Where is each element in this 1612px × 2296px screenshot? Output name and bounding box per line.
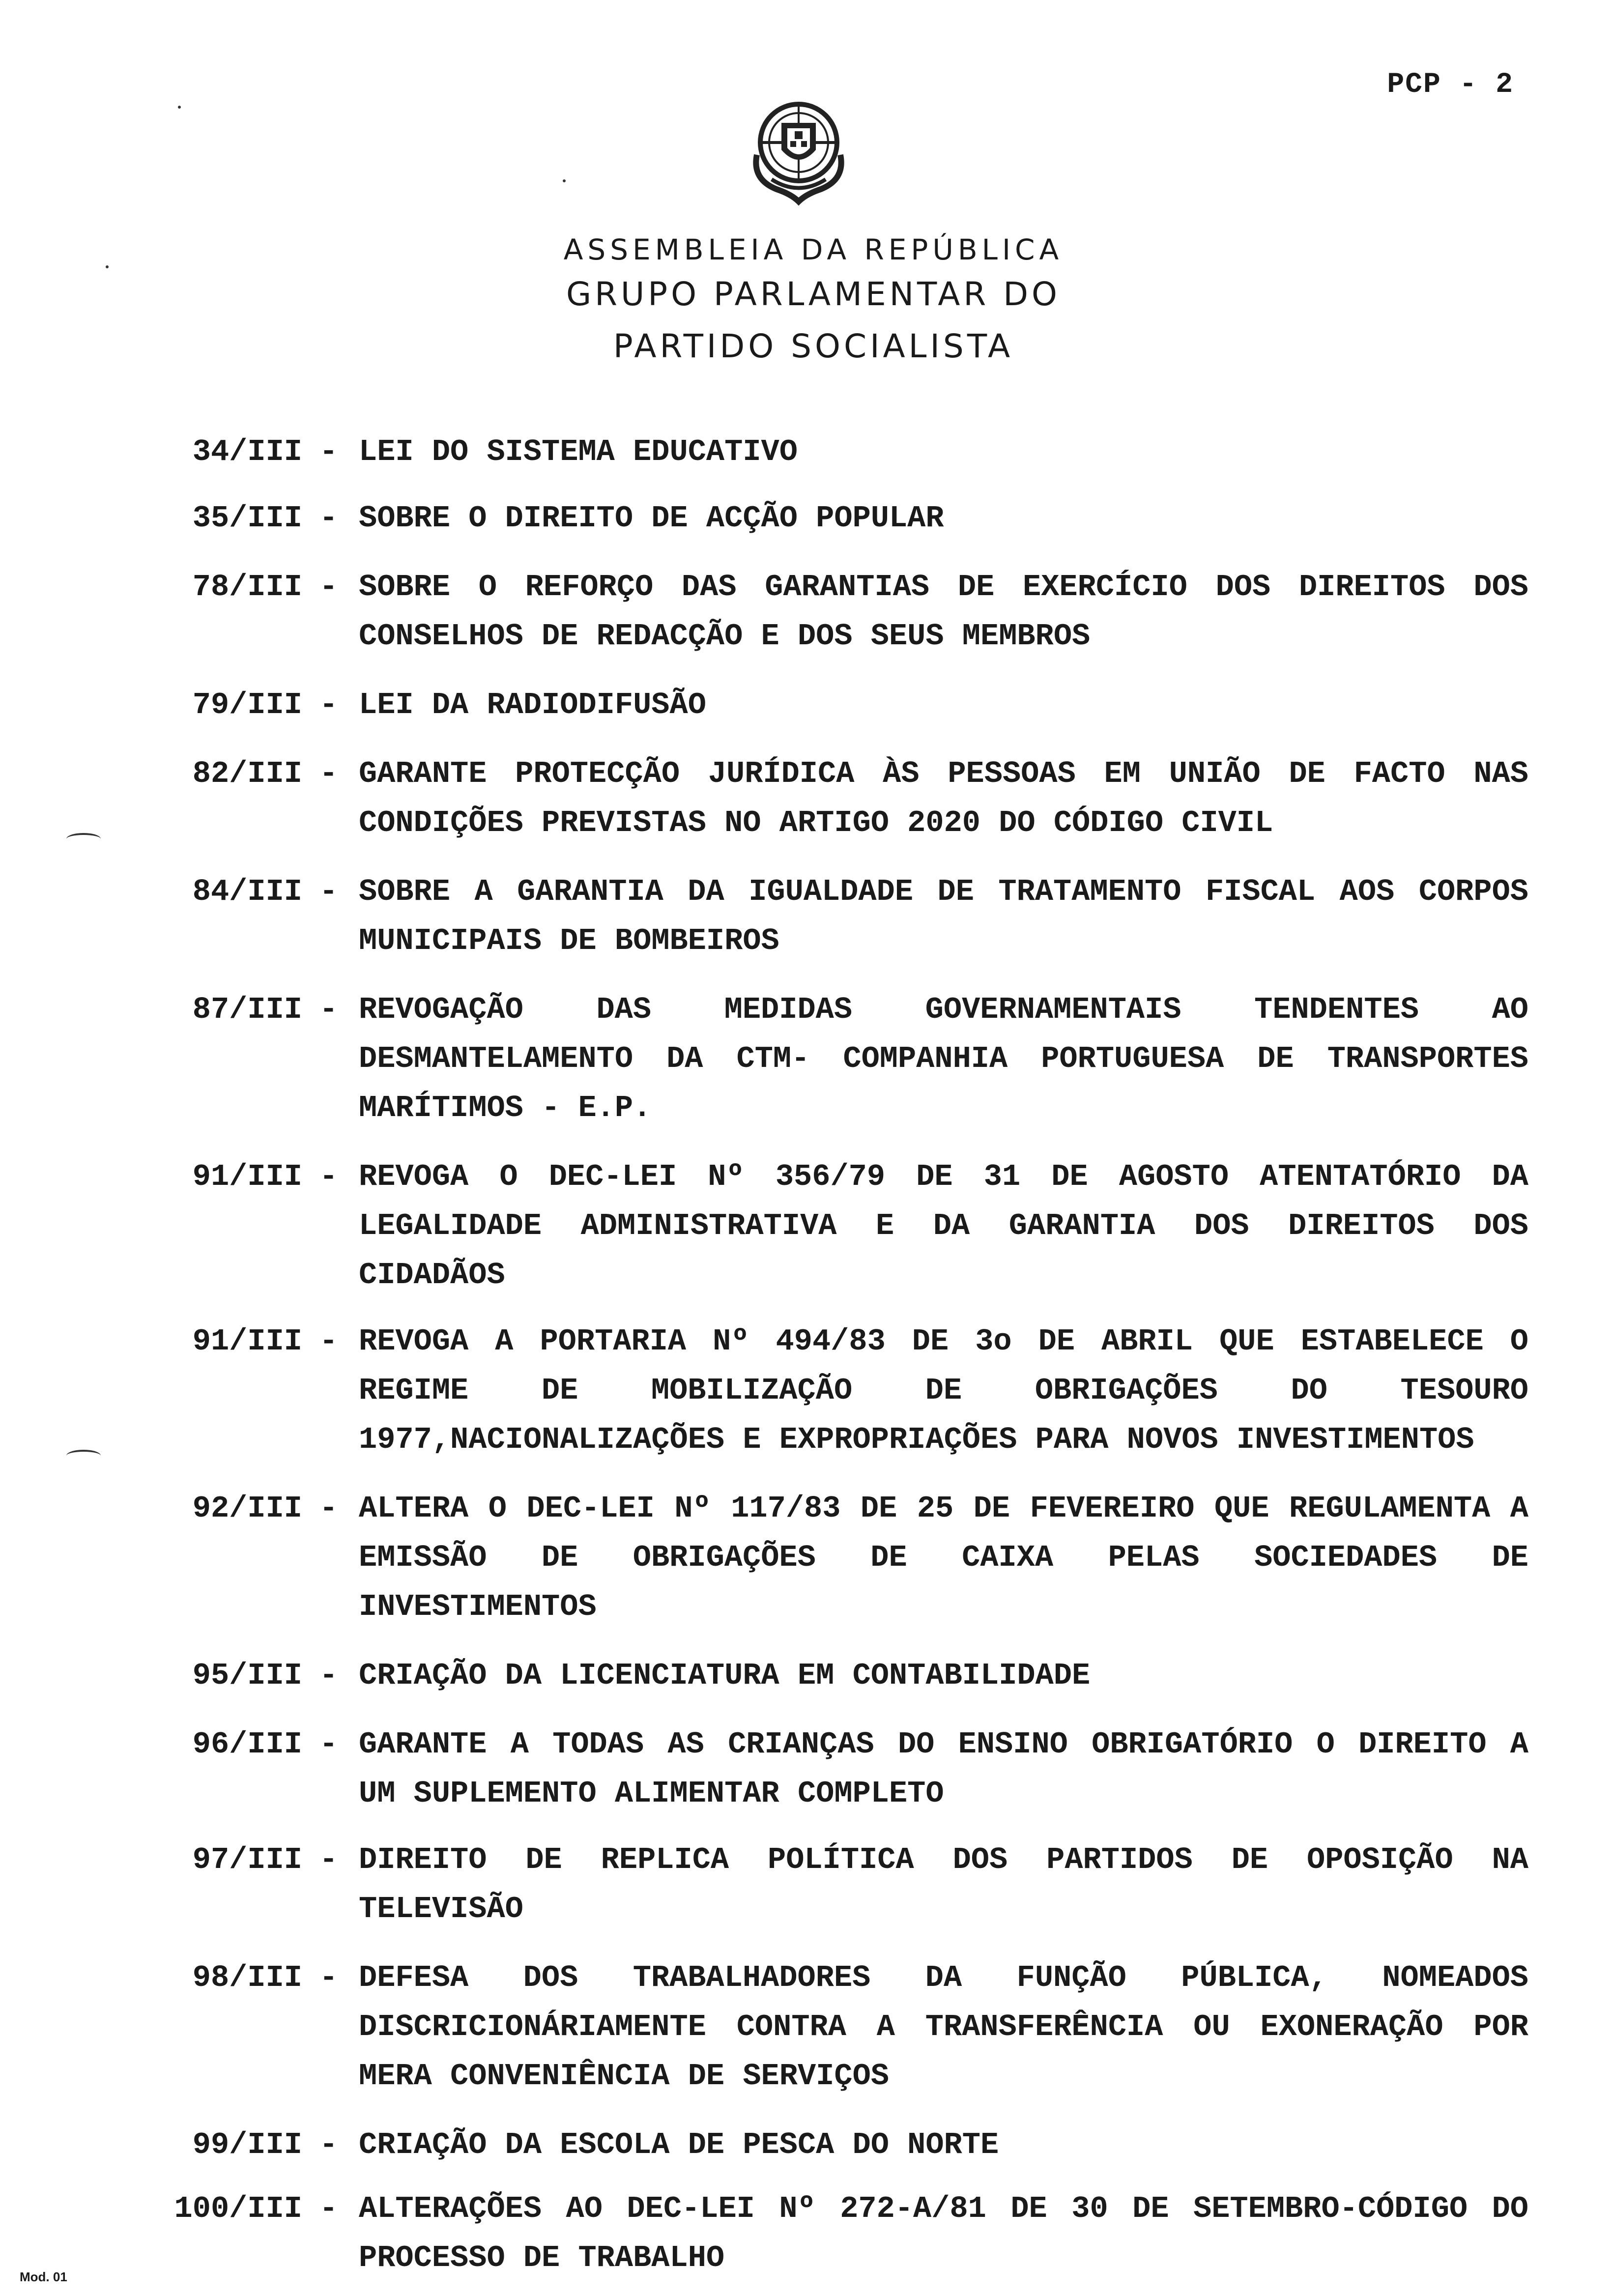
bill-title: REVOGA A PORTARIA Nº 494/83 DE 3o DE ABRIL QUE ESTABELECE O REGIME DE MOBILIZAÇÃO DE OBRIGAÇÕES DO TESOURO 1977,NACIONALIZAÇÕES E EXPROPRIAÇÕES PARA NOVOS INVESTIMENTOS [359,1324,1528,1457]
bill-number: 97/III [192,1842,302,1877]
bill-title: SOBRE O DIREITO DE ACÇÃO POPULAR [359,501,944,536]
bill-title: ALTERA O DEC-LEI Nº 117/83 DE 25 DE FEVEREIRO QUE REGULAMENTA A EMISSÃO DE OBRIGAÇÕES DE CAIXA PELAS SOCIEDADES DE INVESTIMENTOS [359,1491,1528,1624]
form-model-label: Mod. 01 [20,2269,67,2284]
bill-number: 35/III [192,501,302,536]
bill-title: LEI DA RADIODIFUSÃO [359,688,706,722]
bill-number: 98/III [192,1960,302,1995]
separator: - [319,756,338,791]
bill-number: 92/III [192,1491,302,1526]
bill-number: 100/III [174,2191,302,2226]
bill-title: LEI DO SISTEMA EDUCATIVO [359,434,798,469]
bill-title: DIREITO DE REPLICA POLÍTICA DOS PARTIDOS DE OPOSIÇÃO NA TELEVISÃO [359,1842,1528,1926]
separator: - [319,501,338,536]
bill-title: GARANTE PROTECÇÃO JURÍDICA ÀS PESSOAS EM UNIÃO DE FACTO NAS CONDIÇÕES PREVISTAS NO ARTIGO 2020 DO CÓDIGO CIVIL [359,756,1528,840]
bill-title: SOBRE A GARANTIA DA IGUALDADE DE TRATAMENTO FISCAL AOS CORPOS MUNICIPAIS DE BOMBEIROS [359,874,1528,958]
scan-speck [178,106,181,109]
separator: - [319,1159,338,1194]
scan-speck [106,265,109,268]
scan-speck [563,179,566,182]
bill-title: SOBRE O REFORÇO DAS GARANTIAS DE EXERCÍCIO DOS DIREITOS DOS CONSELHOS DE REDACÇÃO E DOS SEUS MEMBROS [359,570,1528,654]
separator: - [319,2191,338,2226]
bill-title: CRIAÇÃO DA ESCOLA DE PESCA DO NORTE [359,2127,999,2162]
separator: - [319,1324,338,1359]
page-reference: PCP - 2 [1387,69,1514,101]
bill-title: REVOGAÇÃO DAS MEDIDAS GOVERNAMENTAIS TENDENTES AO DESMANTELAMENTO DA CTM- COMPANHIA PORTUGUESA DE TRANSPORTES MARÍTIMOS - E.P. [359,992,1528,1125]
bill-title: DEFESA DOS TRABALHADORES DA FUNÇÃO PÚBLICA, NOMEADOS DISCRICIONÁRIAMENTE CONTRA A TRANSFERÊNCIA OU EXONERAÇÃO POR MERA CONVENIÊNCIA DE SERVIÇOS [359,1960,1528,2094]
separator: - [319,874,338,909]
separator: - [319,992,338,1027]
bill-number: 34/III [192,434,302,469]
bill-number: 78/III [192,570,302,604]
separator: - [319,1727,338,1762]
separator: - [319,1842,338,1877]
separator: - [319,1658,338,1693]
bill-title: REVOGA O DEC-LEI Nº 356/79 DE 31 DE AGOSTO ATENTATÓRIO DA LEGALIDADE ADMINISTRATIVA E DA GARANTIA DOS DIREITOS DOS CIDADÃOS [359,1159,1528,1292]
assembly-name: ASSEMBLEIA DA REPÚBLICA [563,233,1064,266]
separator: - [319,1960,338,1995]
bill-number: 79/III [192,688,302,722]
bill-number: 95/III [192,1658,302,1693]
bill-title: CRIAÇÃO DA LICENCIATURA EM CONTABILIDADE [359,1658,1091,1693]
bill-number: 87/III [192,992,302,1027]
separator: - [319,688,338,722]
separator: - [319,570,338,604]
punch-mark [66,1450,101,1462]
separator: - [319,2127,338,2162]
parliamentary-group: GRUPO PARLAMENTAR DO [566,275,1061,313]
bill-number: 91/III [192,1159,302,1194]
bill-number: 82/III [192,756,302,791]
bill-number: 96/III [192,1727,302,1762]
bill-title: ALTERAÇÕES AO DEC-LEI Nº 272-A/81 DE 30 DE SETEMBRO-CÓDIGO DO PROCESSO DE TRABALHO [359,2191,1528,2275]
bill-number: 84/III [192,874,302,909]
bill-number: 99/III [192,2127,302,2162]
punch-mark [66,833,101,845]
party-name: PARTIDO SOCIALISTA [613,327,1014,365]
separator: - [319,434,338,469]
bill-number: 91/III [192,1324,302,1359]
separator: - [319,1491,338,1526]
bill-title: GARANTE A TODAS AS CRIANÇAS DO ENSINO OBRIGATÓRIO O DIREITO A UM SUPLEMENTO ALIMENTAR COMPLETO [359,1727,1528,1811]
